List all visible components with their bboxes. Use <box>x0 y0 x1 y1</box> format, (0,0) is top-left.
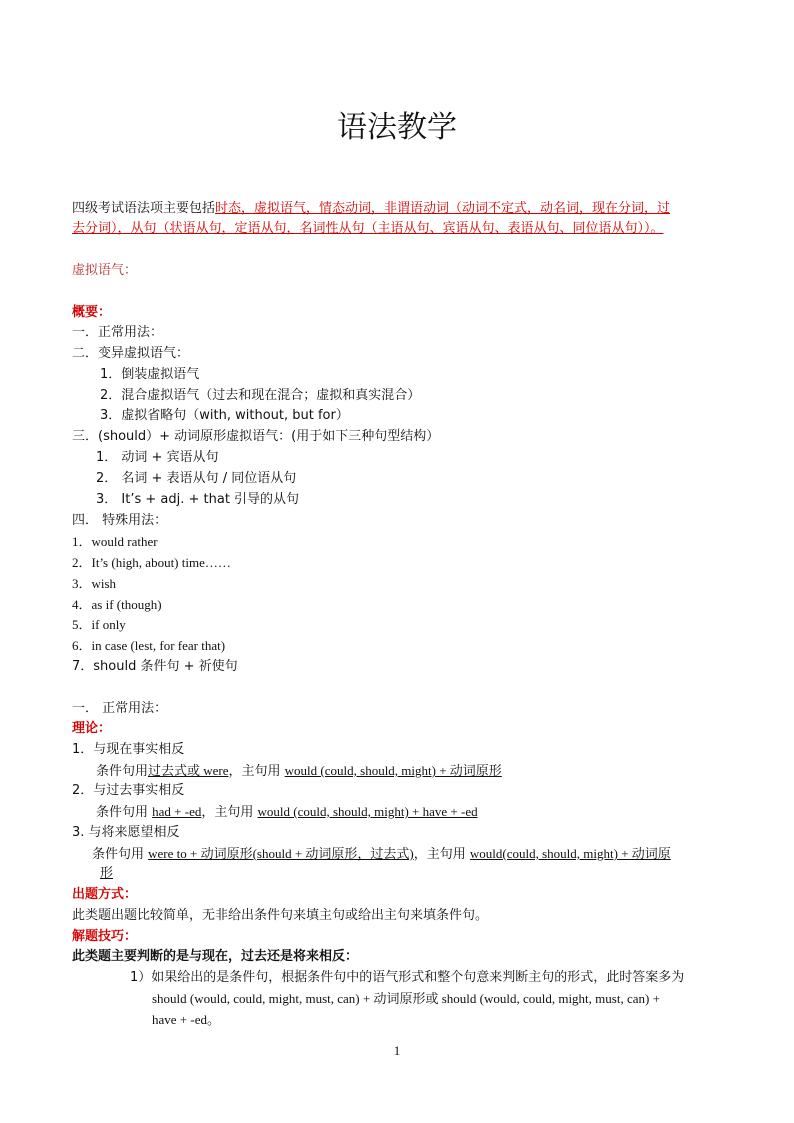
overview-heading: 概要： <box>72 305 112 320</box>
overview-item: 7．should 条件句 + 祈使句 <box>72 659 238 674</box>
rule-form: would (could, should, might) + have + -ed <box>257 804 478 819</box>
rule-text: ，主句用 <box>201 805 258 820</box>
topic-heading: 虚拟语气： <box>72 263 138 278</box>
overview-item: 3．wish <box>72 576 117 591</box>
rule-title: 1．与现在事实相反 <box>72 742 185 757</box>
overview-item: 2．混合虚拟语气（过去和现在混合；虚拟和真实混合） <box>100 388 421 403</box>
tip-line: should (would, could, might, must, can) + 动词原形或 should (would, could, might, must, can) + <box>152 991 660 1006</box>
rule-form: 过去式或 were <box>148 763 229 778</box>
rule-body <box>96 762 502 781</box>
rule-form: were to + 动词原形(should + 动词原形，过去式) <box>148 846 414 861</box>
rule-text: ，主句用 <box>413 847 470 862</box>
intro-prefix: 四级考试语法项主要包括 <box>72 201 216 216</box>
method-label: 出题方式： <box>72 887 138 902</box>
overview-item: 一．正常用法： <box>72 325 164 340</box>
overview-item: 3． It’s + adj. + that 引导的从句 <box>96 492 300 507</box>
rule-text: 条件句用 <box>92 847 149 862</box>
rule-form: would(could, should, might) + 动词原 <box>469 846 671 861</box>
rule-title: 2．与过去事实相反 <box>72 783 185 798</box>
overview-item: 二．变异虚拟语气： <box>72 346 190 361</box>
theory-label: 理论： <box>72 721 112 736</box>
rule-text: 条件句用 <box>96 805 153 820</box>
rule-form: 形 <box>100 866 114 881</box>
overview-item: 2．It’s (high, about) time…… <box>72 555 231 570</box>
tips-bold: 此类题主要判断的是与现在，过去还是将来相反： <box>72 949 359 964</box>
rule-body <box>92 845 671 864</box>
page-number: 1 <box>393 1043 401 1058</box>
section-heading: 一． 正常用法： <box>72 701 168 716</box>
overview-item: 1．倒装虚拟语气 <box>100 367 200 382</box>
tip-line: 1）如果给出的是条件句，根据条件句中的语气形式和整个句意来判断主句的形式，此时答案多为 <box>130 970 685 985</box>
rule-text: 条件句用 <box>96 764 149 779</box>
rule-title: 3. 与将来愿望相反 <box>72 825 180 840</box>
rule-text: ，主句用 <box>228 764 285 779</box>
intro-line-1 <box>72 200 670 218</box>
overview-item: 三．(should）+ 动词原形虚拟语气：(用于如下三种句型结构） <box>72 429 440 444</box>
rule-form: would (could, should, might) + 动词原形 <box>284 763 502 778</box>
rule-body <box>96 803 478 822</box>
overview-item: 6．in case (lest, for fear that) <box>72 638 226 653</box>
overview-item: 1．would rather <box>72 534 158 549</box>
overview-item: 4．as if (though) <box>72 597 162 612</box>
overview-item: 3．虚拟省略句（with, without, but for） <box>100 408 349 423</box>
overview-item: 2． 名词 + 表语从句 / 同位语从句 <box>96 471 297 486</box>
tips-label: 解题技巧： <box>72 929 138 944</box>
overview-item: 5．if only <box>72 617 126 632</box>
intro-topics-line-1: 时态，虚拟语气，情态动词，非谓语动词（动词不定式，动名词，现在分词，过 <box>215 201 671 216</box>
intro-topics-line-2: 去分词），从句（状语从句，定语从句，名词性从句（主语从句、宾语从句、表语从句、同位语从句））。 <box>72 221 664 236</box>
overview-item: 1． 动词 + 宾语从句 <box>96 450 219 465</box>
rule-form: had + -ed <box>152 804 202 819</box>
method-text: 此类题出题比较简单，无非给出条件句来填主句或给出主句来填条件句。 <box>72 908 489 923</box>
overview-item: 四． 特殊用法： <box>72 513 168 528</box>
tip-line: have + -ed。 <box>152 1012 220 1027</box>
page-title: 语法教学 <box>337 110 457 145</box>
